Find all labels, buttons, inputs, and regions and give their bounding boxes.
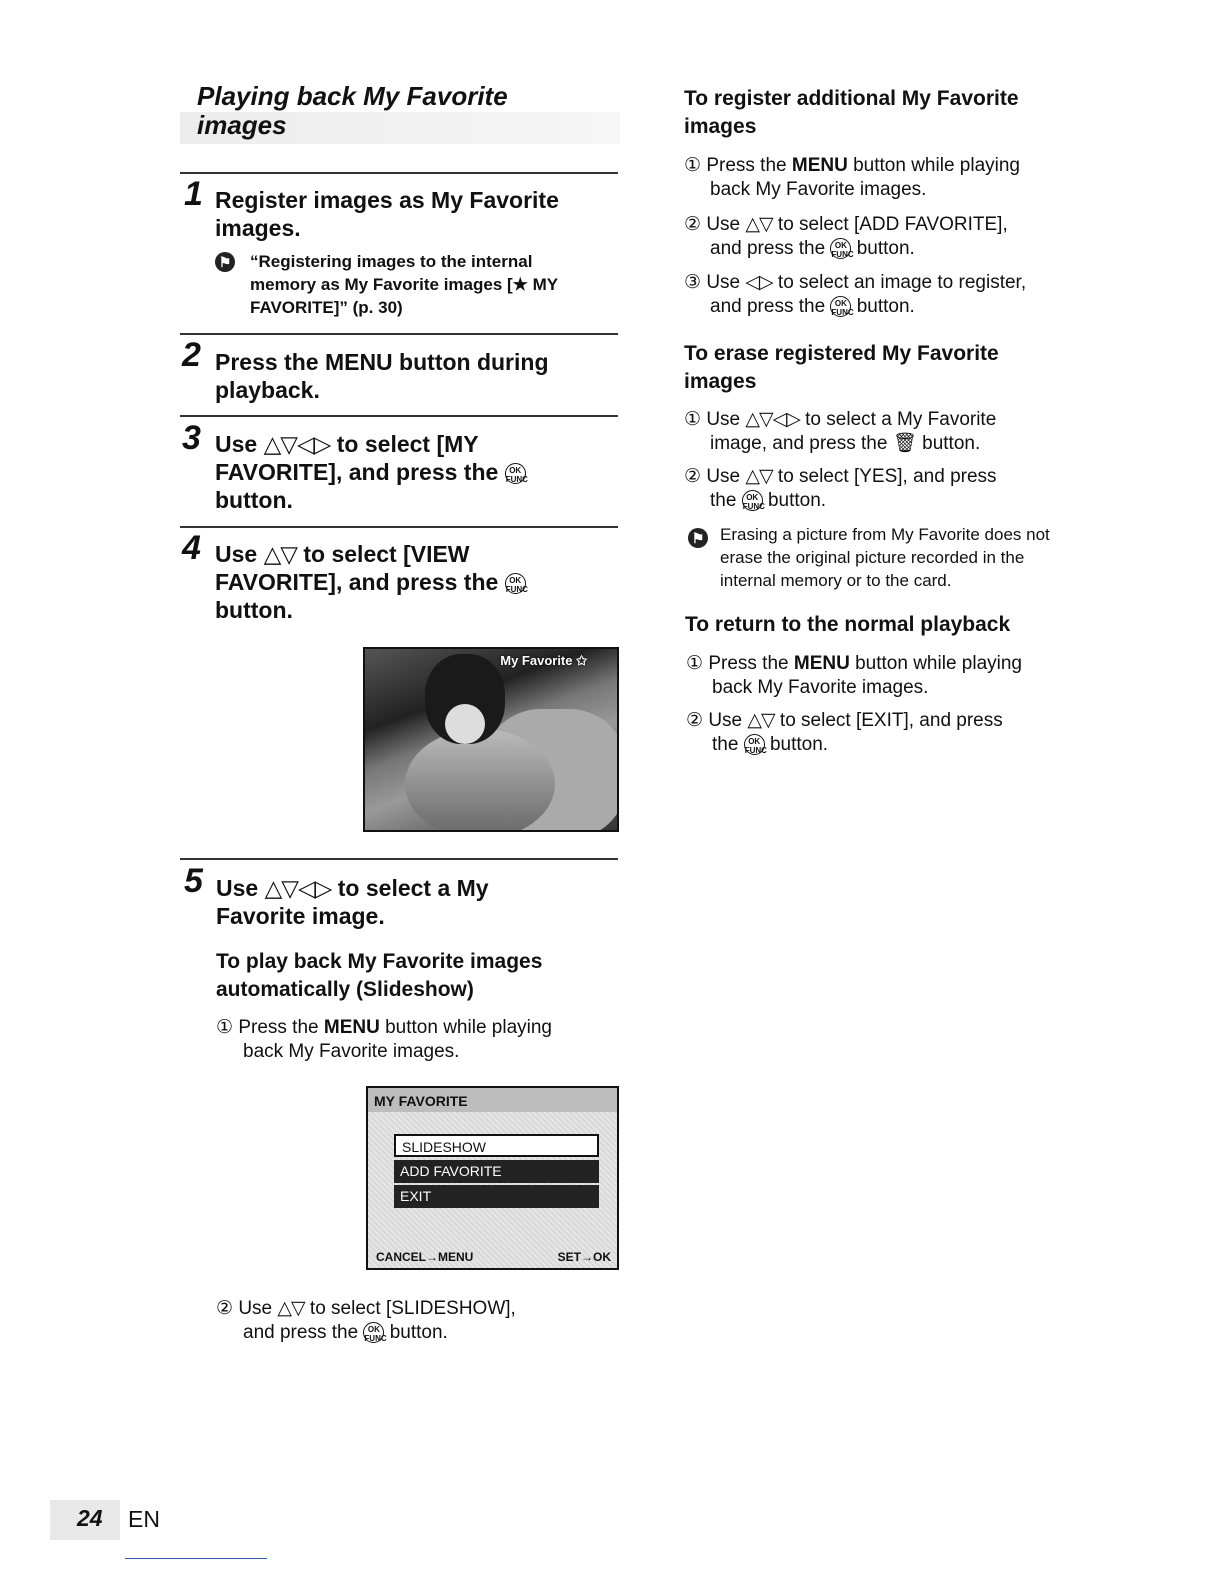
register-s2-post: to select [ADD FAVORITE], (777, 214, 1008, 235)
menu-word: MENU (791, 155, 848, 176)
note-line: “Registering images to the internal (250, 252, 533, 271)
register-s3-line-2b: button. (856, 296, 915, 317)
step-1-note (250, 250, 620, 319)
register-s3-post: to select an image to register, (777, 272, 1027, 293)
trash-icon: 🗑 (892, 433, 917, 454)
divider (180, 415, 618, 417)
step-3-text (215, 430, 615, 514)
step-4-text (215, 540, 615, 624)
footer-rule (125, 1558, 267, 1559)
slideshow-s1-pre: Press the (238, 1017, 319, 1038)
step-marker: ② (686, 710, 704, 731)
step-5-use: Use (216, 875, 259, 901)
ok-func-button-icon: OK FUNC (505, 573, 526, 594)
register-heading-line-2: images (684, 115, 757, 138)
step-marker: ② (684, 466, 702, 487)
page-language: EN (128, 1506, 160, 1532)
register-s3-line-2a: and press the (710, 296, 826, 317)
step-3-line-1: to select [MY (336, 431, 479, 457)
title-line-1: Playing back My Favorite (197, 81, 508, 111)
menu-item-add-favorite[interactable]: ADD FAVORITE (394, 1160, 599, 1183)
erase-note (720, 523, 1100, 592)
register-s2-pre: Use (706, 214, 741, 235)
updown-arrows-icon: △▽ (745, 409, 773, 430)
updown-arrows-icon: △▽ (263, 541, 297, 567)
photo-dog-muzzle (445, 704, 485, 744)
menu-cancel-hint: CANCEL→MENU (376, 1250, 474, 1264)
step-marker: ① (686, 653, 704, 674)
ok-func-button-icon: OK FUNC (830, 238, 851, 259)
step-5-text (216, 874, 616, 930)
step-3-line-3: button. (215, 487, 293, 513)
step-5-line-2: Favorite image. (216, 903, 385, 929)
step-1-number: 1 (184, 175, 203, 213)
menu-set-hint: SET→OK (557, 1250, 611, 1264)
normal-step-1 (686, 652, 1106, 700)
erase-heading (684, 340, 1104, 396)
register-s2-line-2a: and press the (710, 238, 826, 259)
divider (180, 858, 618, 860)
erase-s1-line-2a: image, and press the (710, 433, 888, 454)
step-4-number: 4 (182, 529, 201, 567)
divider (180, 172, 618, 174)
step-5-number: 5 (184, 862, 203, 900)
ok-func-button-icon: OK FUNC (505, 463, 526, 484)
leftright-arrows-icon: ◁▷ (745, 272, 773, 293)
menu-item-slideshow[interactable]: SLIDESHOW (394, 1134, 599, 1157)
divider (180, 526, 618, 528)
slideshow-s2-pre: Use (238, 1298, 273, 1319)
menu-word: MENU (793, 653, 850, 674)
normal-heading: To return to the normal playback (685, 613, 1011, 636)
slideshow-s2-line-2a: and press the (243, 1322, 359, 1343)
updown-arrows-icon: △▽ (747, 710, 775, 731)
step-1-text: Register images as My Favorite images. (215, 187, 559, 241)
normal-s1-pre: Press the (708, 653, 789, 674)
normal-s1-line-2: back My Favorite images. (712, 677, 929, 698)
register-heading-line-1: To register additional My Favorite (684, 87, 1019, 110)
menu-word: MENU (323, 1017, 380, 1038)
note-icon: ⚑ (215, 252, 235, 272)
updown-arrows-icon: △▽ (745, 214, 773, 235)
favorite-photo (363, 647, 619, 832)
note-line: memory as My Favorite images [★ MY (250, 275, 559, 294)
normal-s1-post: button while playing (855, 653, 1022, 674)
erase-step-2 (684, 465, 1104, 513)
slideshow-s1-post: button while playing (385, 1017, 552, 1038)
menu-item-exit[interactable]: EXIT (394, 1185, 599, 1208)
step-5-line-1: to select a My (337, 875, 489, 901)
leftright-arrows-icon: ◁▷ (297, 875, 332, 901)
updown-arrows-icon: △▽ (263, 431, 297, 457)
step-2-line-2: playback. (215, 377, 320, 403)
slideshow-heading-line-1: To play back My Favorite images (216, 950, 543, 973)
erase-note-line: Erasing a picture from My Favorite does not (720, 525, 1050, 544)
register-heading (684, 85, 1104, 141)
note-icon: ⚑ (688, 528, 708, 548)
erase-heading-line-2: images (684, 370, 757, 393)
ok-func-button-icon: OK FUNC (744, 734, 765, 755)
register-s1-line-2: back My Favorite images. (710, 179, 927, 200)
slideshow-heading-line-2: automatically (Slideshow) (216, 978, 474, 1001)
step-4-line-2: FAVORITE], and press the (215, 569, 499, 595)
step-2-text (215, 348, 615, 404)
updown-arrows-icon: △▽ (264, 875, 298, 901)
slideshow-heading (216, 948, 616, 1004)
normal-s2-pre: Use (708, 710, 743, 731)
step-4-use: Use (215, 541, 258, 567)
photo-face (405, 729, 555, 832)
step-4-line-1: to select [VIEW (303, 541, 470, 567)
register-s2-line-2b: button. (856, 238, 915, 259)
erase-s2-post: to select [YES], and press (777, 466, 997, 487)
step-3-use: Use (215, 431, 258, 457)
erase-note-line: internal memory or to the card. (720, 571, 952, 590)
menu-title: MY FAVORITE (368, 1088, 617, 1112)
ok-func-button-icon: OK FUNC (363, 1322, 384, 1343)
erase-s1-pre: Use (706, 409, 741, 430)
step-marker: ② (216, 1298, 234, 1319)
step-3-line-2: FAVORITE], and press the (215, 459, 499, 485)
register-step-1 (684, 154, 1104, 202)
erase-s2-line-2b: button. (767, 490, 827, 511)
erase-s2-pre: Use (706, 466, 741, 487)
note-line: FAVORITE]” (p. 30) (250, 298, 403, 317)
erase-note-line: erase the original picture recorded in the (720, 548, 1025, 567)
normal-s2-line-2a: the (712, 734, 739, 755)
erase-s2-line-2a: the (710, 490, 737, 511)
erase-s1-post: to select a My Favorite (805, 409, 997, 430)
step-4-line-3: button. (215, 597, 293, 623)
register-s1-post: button while playing (853, 155, 1020, 176)
step-3-number: 3 (182, 419, 201, 457)
step-marker: ① (684, 409, 702, 430)
leftright-arrows-icon: ◁▷ (296, 431, 331, 457)
menu-screen (366, 1086, 619, 1270)
step-marker: ① (216, 1017, 234, 1038)
step-marker: ② (684, 214, 702, 235)
photo-label: My Favorite ✩ (500, 653, 587, 668)
divider (180, 333, 618, 335)
register-step-3 (684, 271, 1104, 319)
slideshow-s1-line-2: back My Favorite images. (243, 1041, 460, 1062)
slideshow-s2-post: to select [SLIDESHOW], (309, 1298, 516, 1319)
register-s1-pre: Press the (706, 155, 787, 176)
normal-s2-post: to select [EXIT], and press (779, 710, 1003, 731)
slideshow-step-2 (216, 1297, 616, 1345)
erase-step-1 (684, 408, 1104, 456)
ok-func-button-icon: OK FUNC (742, 490, 763, 511)
section-title (197, 82, 617, 140)
register-step-2 (684, 213, 1104, 261)
erase-heading-line-1: To erase registered My Favorite (684, 342, 999, 365)
updown-arrows-icon: △▽ (277, 1298, 305, 1319)
normal-s2-line-2b: button. (769, 734, 829, 755)
erase-s1-line-2b: button. (922, 433, 981, 454)
updown-arrows-icon: △▽ (745, 466, 773, 487)
ok-func-button-icon: OK FUNC (830, 296, 851, 317)
slideshow-step-1 (216, 1016, 616, 1064)
title-line-2: images (197, 110, 287, 140)
step-marker: ① (684, 155, 702, 176)
register-s3-pre: Use (706, 272, 741, 293)
step-2-number: 2 (182, 336, 201, 374)
page-number: 24 (77, 1505, 103, 1531)
step-2-line-1: Press the MENU button during (215, 349, 549, 375)
step-marker: ③ (684, 272, 702, 293)
slideshow-s2-line-2b: button. (389, 1322, 448, 1343)
normal-step-2 (686, 709, 1106, 757)
leftright-arrows-icon: ◁▷ (772, 409, 800, 430)
